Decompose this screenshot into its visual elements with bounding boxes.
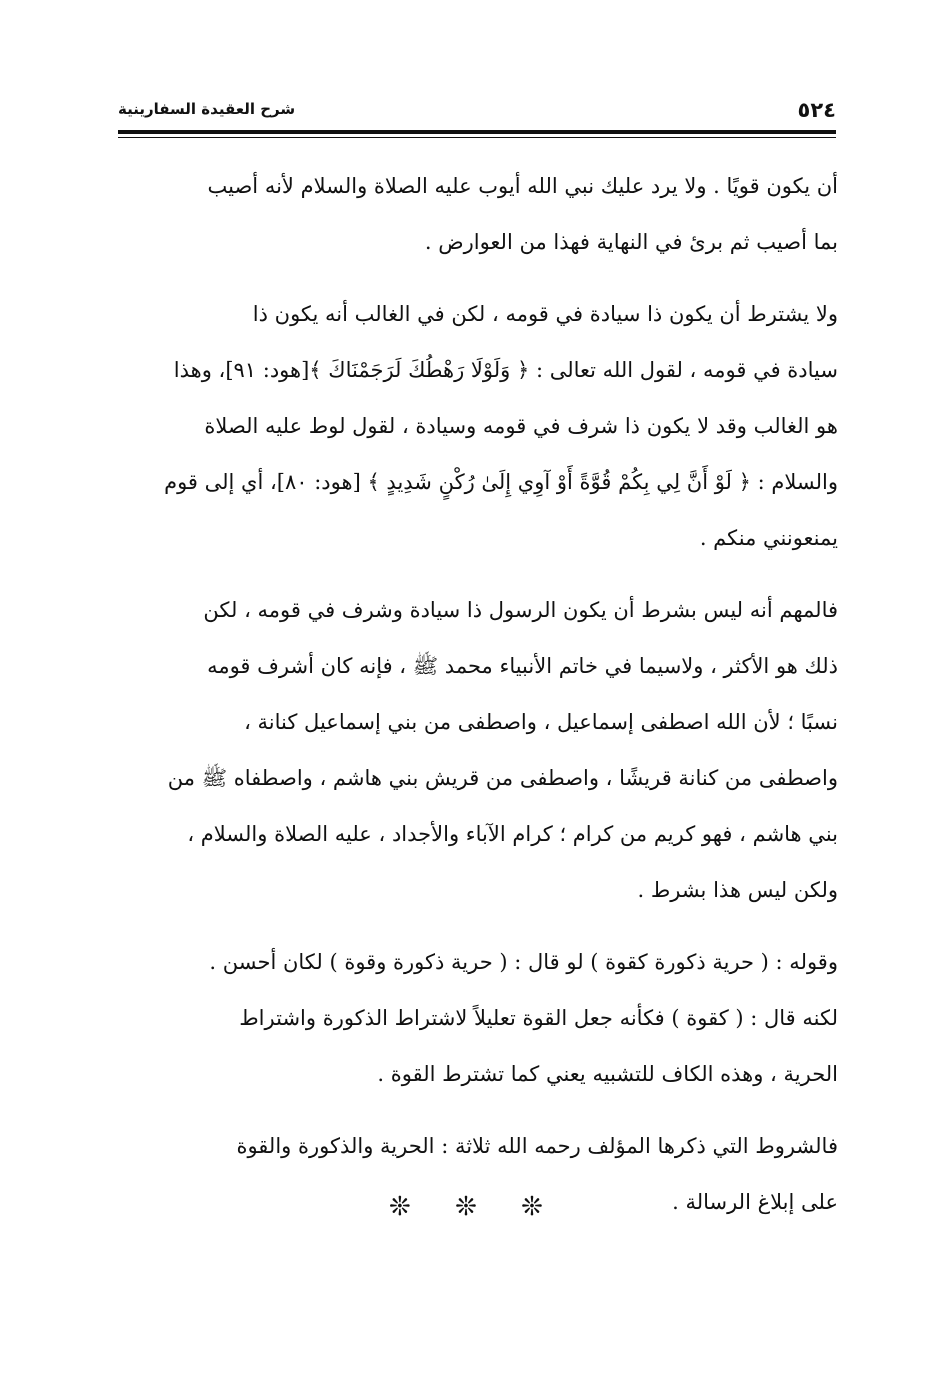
header-rule-thin <box>118 137 836 138</box>
book-title: شرح العقيدة السفارينية <box>118 100 296 118</box>
paragraph-2: ولا يشترط أن يكون ذا سيادة في قومه ، لكن في الغالب أنه يكون ذا سيادة في قومه ، لقول الله تعالى : ﴿ وَلَوْلَا رَهْطُكَ لَرَجَمْنَاكَ ﴾[هود: ٩١]، وهذا هو الغالب وقد لا يكون ذا شرف في قومه وسيادة ، لقول لوط عليه الصلاة والسلام : ﴿ لَوْ أَنَّ لِي بِكُمْ قُوَّةً أَوْ آوِي إِلَىٰ رُكْنٍ شَدِيدٍ ﴾ [هود: ٨٠]، أي إلى قوم يمنعونني منكم . <box>164 302 838 550</box>
paragraph-3: فالمهم أنه ليس بشرط أن يكون الرسول ذا سيادة وشرف في قومه ، لكن ذلك هو الأكثر ، ولاسيما في خاتم الأنبياء محمد ﷺ ، فإنه كان أشرف قومه نسبًا ؛ لأن الله اصطفى إسماعيل ، واصطفى من بني إسماعيل كنانة ، واصطفى من كنانة قريشًا ، واصطفى من قريش بني هاشم ، واصطفاه ﷺ من بني هاشم ، فهو كريم من كرام ؛ كرام الآباء والأجداد ، عليه الصلاة والسلام ، ولكن ليس هذا بشرط . <box>167 598 838 902</box>
page-number: ٥٢٤ <box>797 98 836 122</box>
running-header <box>118 96 836 130</box>
paragraph-4: وقوله : ( حرية ذكورة كقوة ) لو قال : ( حرية ذكورة وقوة ) لكان أحسن . لكنه قال : ( كقوة ) فكأنه جعل القوة تعليلاً لاشتراط الذكورة واشتراط الحرية ، وهذه الكاف للتشبيه يعني كما تشترط القوة . <box>209 950 838 1086</box>
paragraph-1: أن يكون قويًا . ولا يرد عليك نبي الله أيوب عليه الصلاة والسلام لأنه أصيب بما أصيب ثم برئ في النهاية فهذا من العوارض . <box>207 174 838 254</box>
paragraph-5: فالشروط التي ذكرها المؤلف رحمه الله ثلاثة : الحرية والذكورة والقوة على إبلاغ الرسالة . <box>236 1134 838 1214</box>
body-text <box>112 158 838 1246</box>
header-rule-thick <box>118 130 836 134</box>
section-separator: ❊ ❊ ❊ <box>389 1192 561 1222</box>
